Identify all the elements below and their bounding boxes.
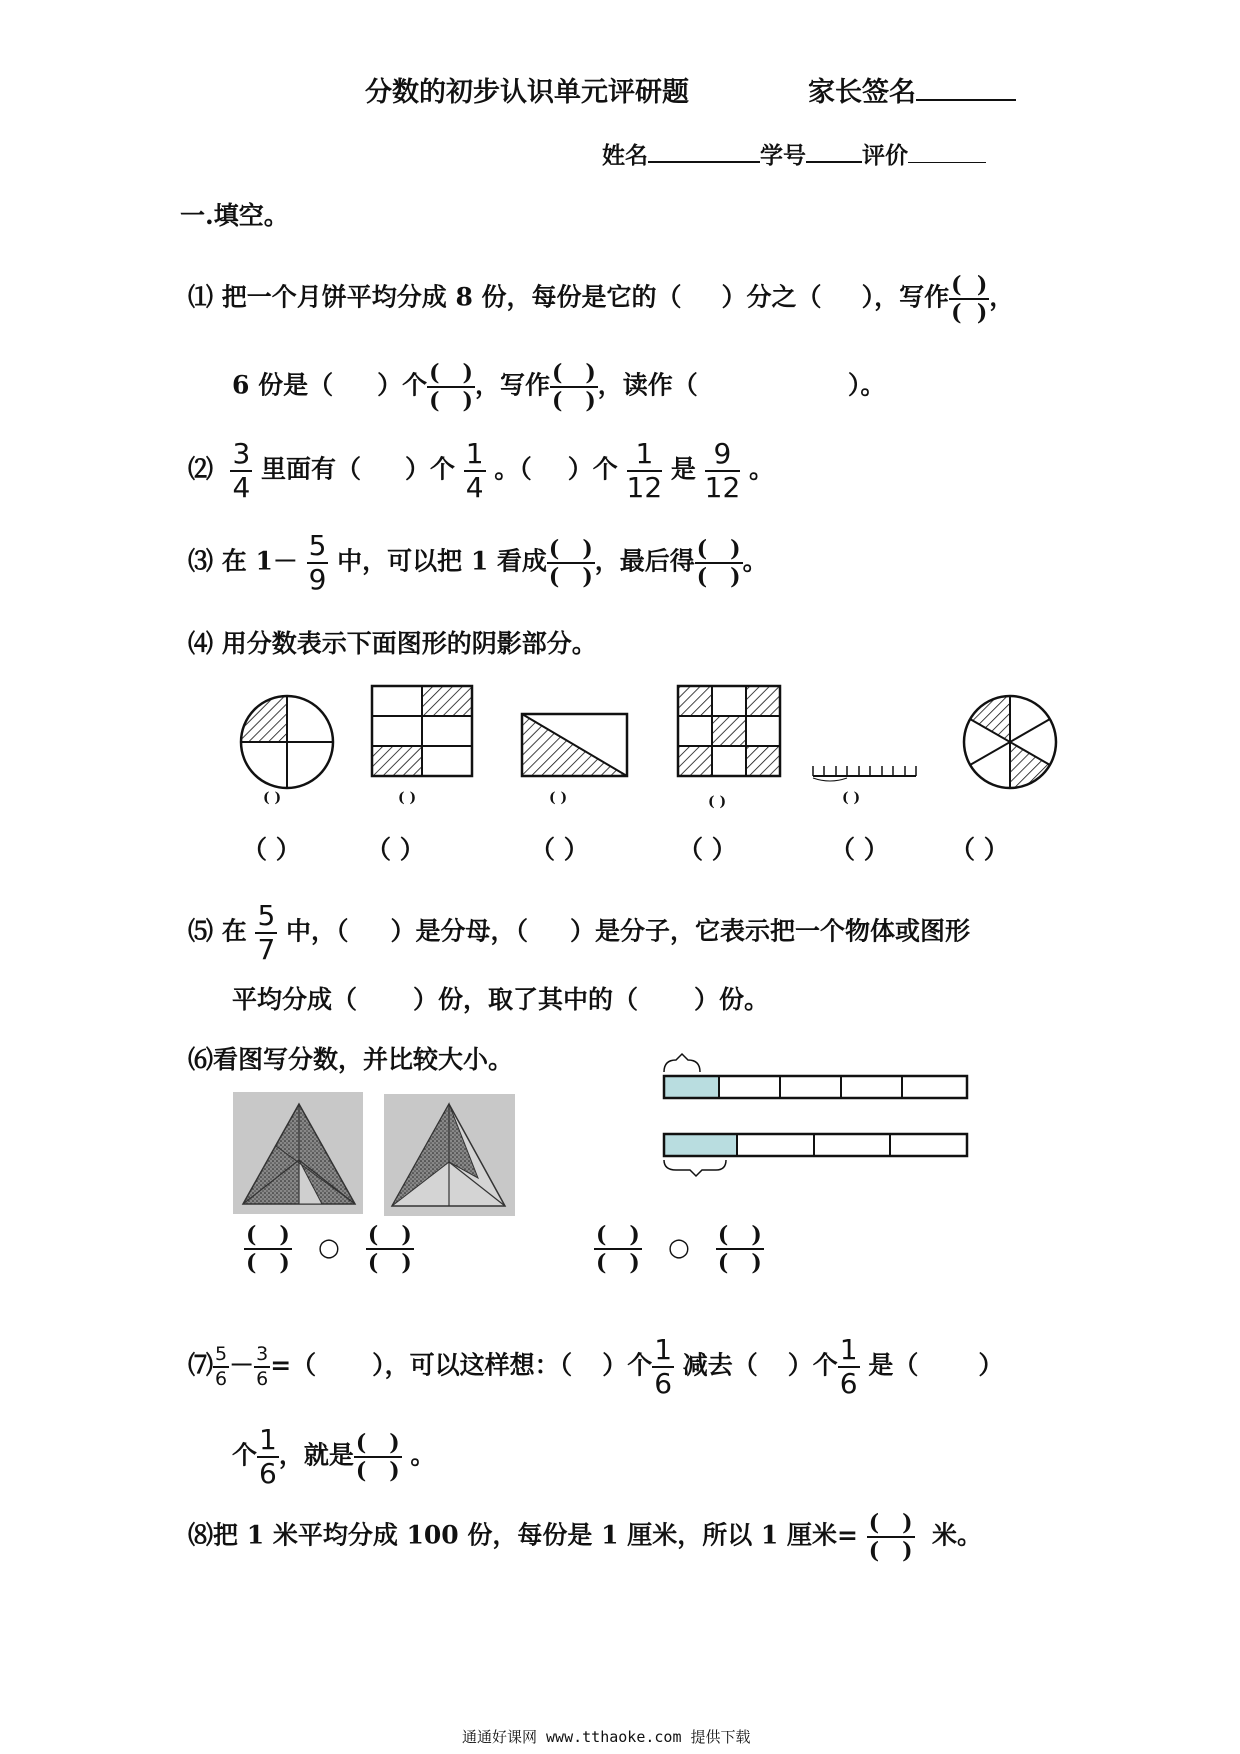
q2-text-5: 是 [670, 454, 696, 484]
q4-answer-3[interactable]: （ ） [530, 835, 589, 864]
paren-open: ( [868, 1538, 880, 1564]
q6-compare-right [594, 1224, 764, 1274]
q4-answer-5[interactable]: （ ） [830, 835, 889, 864]
q3-fraction-5-9: $\frac{5}{9}$ [308, 529, 327, 596]
paren-close: ) [389, 1430, 400, 1456]
paren-open: ( [696, 536, 708, 562]
paren-open: ( [355, 1458, 367, 1484]
q3-text-1: 在 1－ [221, 546, 298, 576]
q7-text-4: 减去（ [682, 1350, 758, 1380]
paren-open: ( [429, 360, 440, 386]
q5-line1 [188, 899, 971, 966]
q7-text-9: ，就是 [278, 1440, 354, 1470]
paren-close: ) [389, 1458, 400, 1484]
q4-answer-1[interactable]: （ ） [242, 835, 301, 864]
paren-close: ) [751, 1222, 762, 1248]
paren-open: ( [717, 1250, 729, 1276]
paren-open: ( [951, 272, 962, 298]
page-title: 分数的初步认识单元评研题 [365, 77, 689, 108]
paren-close: ) [976, 272, 988, 298]
q5-text-7: ）份。 [694, 985, 770, 1014]
q6-bar-quarters [664, 1134, 967, 1176]
figure-circle-quarters [241, 696, 333, 788]
figure-triangle-rect [522, 714, 627, 776]
q3-text-3: ，最后得 [594, 546, 695, 576]
q4-answer-2[interactable]: （ ） [366, 835, 425, 864]
q1-text-e: 6 份是（ [232, 370, 334, 400]
q5-text-4: ）是分子，它表示把一个物体或图形 [570, 916, 971, 946]
q7-fraction-5-6: $\frac{5}{6}$ [215, 1343, 228, 1390]
q7-fraction-1-6-a: $\frac{1}{6}$ [654, 1333, 673, 1400]
paren-open: ( [951, 300, 962, 326]
q7-fraction-1-6-c: $\frac{1}{6}$ [259, 1423, 277, 1490]
q2-fraction-9-12: $\frac{9}{12}$ [704, 437, 741, 504]
q7-number: ⑺ [188, 1350, 214, 1380]
q5-text-1: 在 [221, 916, 247, 946]
q3-number: ⑶ [188, 546, 214, 576]
paren-close: ) [462, 388, 473, 414]
q5-text-6: ）份，取了其中的（ [413, 985, 639, 1014]
q6-fraction-blank2[interactable] [366, 1224, 414, 1274]
q5-fraction-5-7: $\frac{5}{7}$ [257, 899, 276, 966]
paren-open: ( [246, 1250, 257, 1276]
q5-line2 [232, 980, 769, 1016]
paren-close: ) [582, 564, 593, 590]
q2-fraction-1-4: $\frac{1}{4}$ [465, 437, 484, 504]
q6-fraction-blank3[interactable] [594, 1224, 642, 1274]
paren-open: ( [717, 1222, 729, 1248]
paren-close: ) [585, 388, 596, 414]
q6-fraction-blank4[interactable] [716, 1224, 764, 1274]
q4-answer-6[interactable]: （ ） [950, 835, 1009, 864]
paren-open: ( [596, 1250, 607, 1276]
parent-sign-text: 家长签名 [808, 77, 916, 108]
q1-text-c: ），写作 [861, 282, 950, 312]
figure-ruler [813, 766, 916, 781]
q2-fraction-3-4: $\frac{3}{4}$ [232, 437, 251, 504]
q6-text: 看图写分数，并比较大小。 [213, 1045, 514, 1074]
q4-small-blank-3: ( ) [549, 790, 568, 806]
q6-compare-left [244, 1224, 414, 1274]
paren-open: ( [246, 1222, 257, 1248]
paren-open: ( [367, 1250, 379, 1276]
paren-close: ) [582, 536, 593, 562]
q1-text-g: ，写作 [474, 370, 550, 400]
q2-text-6: 。 [748, 454, 774, 484]
q2-text-4: ）个 [567, 454, 618, 484]
q6-number: ⑹ [188, 1045, 214, 1074]
q6-line [188, 1040, 513, 1076]
q4-answer-4[interactable]: （ ） [678, 835, 737, 864]
q8-text-1: 把 1 米平均分成 100 份，每份是 1 厘米，所以 1 厘米= [213, 1520, 858, 1550]
paren-open: ( [355, 1430, 367, 1456]
paren-close: ) [730, 564, 741, 590]
q5-text-3: ）是分母，（ [390, 916, 529, 946]
q5-text-5: 平均分成（ [232, 985, 358, 1014]
q2-number: ⑵ [188, 454, 214, 484]
q1-text-d: ， [989, 282, 1015, 312]
figure-checker-grid [678, 686, 780, 776]
q6-bar-fifths [664, 1054, 967, 1098]
paren-close: ) [902, 1538, 913, 1564]
q7-text-2: ），可以这样想：（ [372, 1350, 573, 1380]
paren-close: ) [279, 1250, 290, 1276]
q1-text-b: ）分之（ [721, 282, 822, 312]
paren-open: ( [551, 388, 563, 414]
paren-open: ( [548, 564, 560, 590]
q4-small-blank-4: ( ) [708, 794, 727, 810]
paren-close: ) [279, 1222, 290, 1248]
q2-text-3: 。（ [494, 454, 532, 484]
figure-rect-six [372, 686, 472, 776]
q4-text: 用分数表示下面图形的阴影部分。 [221, 629, 597, 658]
q7-text-10: 。 [410, 1440, 436, 1470]
q7-text-6: 是（ [868, 1350, 919, 1380]
paren-close: ) [629, 1250, 640, 1276]
paren-open: ( [429, 388, 440, 414]
q7-text-5: ）个 [787, 1350, 838, 1380]
q7-text-1: =（ [270, 1350, 317, 1380]
q6-triangle-figure-2 [384, 1094, 515, 1216]
paren-close: ) [401, 1250, 412, 1276]
q1-number: ⑴ [188, 282, 214, 312]
q8-number: ⑻ [188, 1520, 214, 1550]
paren-close: ) [902, 1510, 913, 1536]
q4-small-blank-5: ( ) [842, 790, 861, 806]
name-label: 姓名 [602, 142, 648, 169]
student-no-label: 学号 [760, 142, 806, 169]
q7-fraction-1-6-b: $\frac{1}{6}$ [839, 1333, 858, 1400]
q8-line [188, 1512, 982, 1562]
q7-fraction-3-6: $\frac{3}{6}$ [256, 1343, 269, 1390]
footer-credit: 通通好课网 www.tthaoke.com 提供下载 [462, 1728, 751, 1746]
q7-fraction-blank[interactable] [354, 1432, 402, 1482]
q2-text-1: 里面有（ [260, 454, 361, 484]
q7-text-8: 个 [232, 1440, 258, 1470]
evaluation-label: 评价 [862, 142, 908, 169]
q6-triangle-figure-1 [233, 1092, 363, 1214]
paren-open: ( [367, 1222, 379, 1248]
paren-close: ) [629, 1222, 640, 1248]
paren-close: ) [730, 536, 741, 562]
q6-compare-circle-1[interactable]: ○ [317, 1232, 340, 1262]
q3-text-4: 。 [742, 546, 768, 576]
paren-open: ( [868, 1510, 880, 1536]
q7-text-3: ）个 [602, 1350, 653, 1380]
paren-close: ) [976, 300, 988, 326]
q4-number: ⑷ [188, 629, 214, 658]
q4-small-blank-1: ( ) [263, 790, 282, 806]
q7-text-7: ） [978, 1350, 1004, 1380]
paren-close: ) [401, 1222, 412, 1248]
q1-text-a: 把一个月饼平均分成 8 份，每份是它的（ [221, 282, 682, 312]
paren-open: ( [548, 536, 560, 562]
q7-line1 [188, 1333, 1004, 1400]
q2-fraction-1-12: $\frac{1}{12}$ [626, 437, 663, 504]
q6-compare-circle-2[interactable]: ○ [667, 1232, 690, 1262]
q8-text-2: 米。 [931, 1520, 982, 1550]
q7-line2 [232, 1423, 436, 1490]
q4-small-blank-2: ( ) [398, 790, 417, 806]
figure-circle-sixths [964, 696, 1056, 788]
q5-text-2: 中，（ [286, 916, 349, 946]
q1-text-i: ）。 [847, 370, 886, 400]
q8-fraction-blank[interactable] [867, 1512, 915, 1562]
q7-minus: － [229, 1350, 255, 1380]
q2-text-2: ）个 [405, 454, 456, 484]
q6-fraction-blank1[interactable] [244, 1224, 292, 1274]
q5-number: ⑸ [188, 916, 214, 946]
q1-text-h: ，读作（ [597, 370, 698, 400]
q1-text-f: ）个 [377, 370, 428, 400]
paren-close: ) [462, 360, 473, 386]
paren-open: ( [696, 564, 708, 590]
section-heading: 一.填空。 [180, 201, 289, 230]
paren-close: ) [751, 1250, 762, 1276]
q3-text-2: 中，可以把 1 看成 [337, 546, 547, 576]
paren-open: ( [551, 360, 563, 386]
paren-close: ) [585, 360, 596, 386]
paren-open: ( [596, 1222, 607, 1248]
